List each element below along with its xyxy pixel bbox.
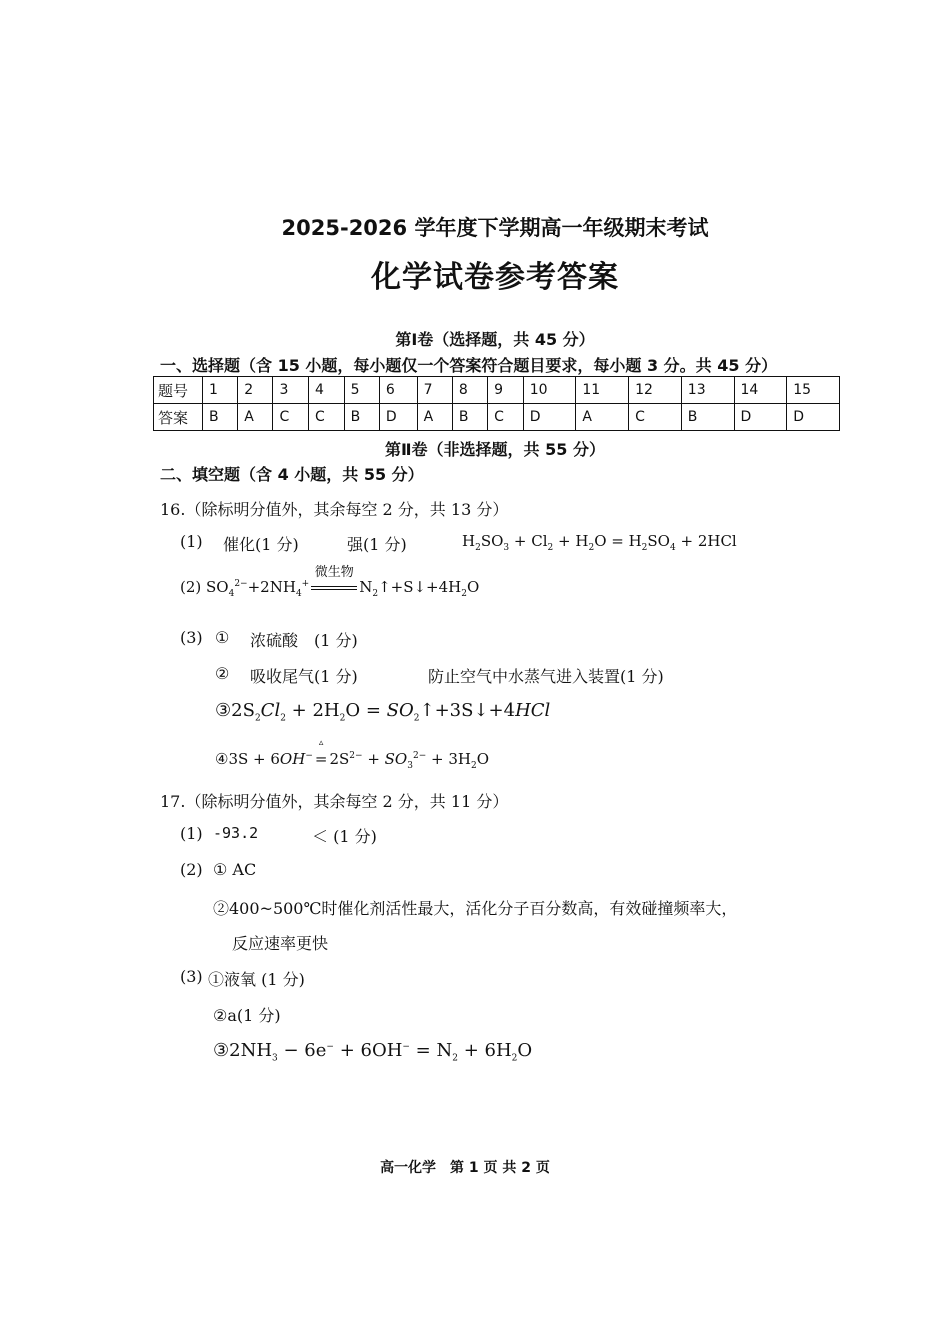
q16-part3-4-equation: ④3S + 6OH− ▵ = $2S^{2-} + SO_3^{2-} + 3H_2O$ <box>215 738 490 771</box>
answer-cell: C <box>629 404 682 431</box>
part2-heading: 二、填空题（含 4 小题，共 55 分） <box>160 465 424 484</box>
q16-part1-answer-b: 强(1 分) <box>347 535 407 554</box>
answer-cell: D <box>379 404 417 431</box>
reaction-condition: 微生物 <box>309 578 359 596</box>
q17-part2-2-answer-line1: ②400~500℃时催化剂活性最大，活化分子百分数高，有效碰撞频率大， <box>213 899 738 918</box>
q16-part1-equation: $H_2SO_3 + Cl_2 + H_2O = H_2SO_4 + 2HCl$ <box>462 532 737 553</box>
q17-part3-2-answer: ②a(1 分) <box>213 1006 281 1025</box>
question-number: 15 <box>787 377 840 404</box>
answer-cell: C <box>273 404 309 431</box>
q16-part2-equation: (2) $SO_4^{2-}+2NH_4^+$ 微生物 $N_2↑+S↓+4H_2O$ <box>180 565 480 599</box>
question-number: 8 <box>452 377 487 404</box>
question-number: 12 <box>629 377 682 404</box>
q17-part1-label: (1) <box>180 824 203 843</box>
answer-table <box>153 376 840 431</box>
answer-cell: B <box>344 404 379 431</box>
answer-cell: D <box>523 404 576 431</box>
question-number: 7 <box>417 377 452 404</box>
q16-part3-2-answer-a: 吸收尾气(1 分) <box>250 667 358 686</box>
page-footer: 高一化学 第 1 页 共 2 页 <box>380 1160 550 1176</box>
question-number: 3 <box>273 377 309 404</box>
answer-cell: A <box>576 404 629 431</box>
q17-part2-2-answer-line2: 反应速率更快 <box>232 934 329 953</box>
answer-cell: D <box>734 404 787 431</box>
q17-part3-1-answer: ①液氧 (1 分) <box>208 970 305 989</box>
question-number: 4 <box>309 377 345 404</box>
question-number: 14 <box>734 377 787 404</box>
part1-title: 第Ⅰ卷（选择题，共 45 分） <box>395 330 595 349</box>
q17-part1-answer-a: -93.2 <box>213 824 259 842</box>
q16-header: 16.（除标明分值外，其余每空 2 分，共 13 分） <box>160 500 509 519</box>
q16-part2-label: (2) <box>180 578 202 596</box>
answer-cell: C <box>488 404 524 431</box>
answer-cell: C <box>309 404 345 431</box>
table-row-numbers <box>154 377 840 404</box>
answer-key-title: 化学试卷参考答案 <box>371 260 619 295</box>
answer-cell: B <box>203 404 238 431</box>
q16-part3-3-num: ③ <box>215 700 232 721</box>
table-row-answers <box>154 404 840 431</box>
q16-part3-label: (3) <box>180 628 203 647</box>
exam-title: 2025-2026 学年度下学期高一年级期末考试 <box>281 216 709 240</box>
q16-part1-label: (1) <box>180 532 203 551</box>
q17-part2-label: (2) <box>180 860 203 879</box>
row-label-answer: 答案 <box>154 404 203 431</box>
question-number: 6 <box>379 377 417 404</box>
q16-part3-4-num: ④ <box>215 750 229 768</box>
question-number: 1 <box>203 377 238 404</box>
question-number: 2 <box>238 377 273 404</box>
heating-condition: ▵ = <box>314 738 328 768</box>
question-number: 5 <box>344 377 379 404</box>
q16-part1-answer-a: 催化(1 分) <box>223 535 299 554</box>
question-number: 9 <box>488 377 524 404</box>
answer-cell: A <box>417 404 452 431</box>
q16-part3-1-num: ① <box>215 628 230 647</box>
answer-cell: A <box>238 404 273 431</box>
part2-title: 第Ⅱ卷（非选择题，共 55 分） <box>385 440 605 459</box>
row-label-number: 题号 <box>154 377 203 404</box>
question-number: 10 <box>523 377 576 404</box>
answer-cell: B <box>452 404 487 431</box>
question-number: 13 <box>681 377 734 404</box>
q16-part3-3-equation: $③2S_2Cl_2 + 2H_2O$ = $SO_2↑+3S↓+4HCl$ <box>215 700 551 724</box>
q17-part2-1-answer: ① AC <box>213 860 257 879</box>
q16-part3-2-answer-b: 防止空气中水蒸气进入装置(1 分) <box>428 667 664 686</box>
q16-part3-2-num: ② <box>215 664 230 683</box>
q17-header: 17.（除标明分值外，其余每空 2 分，共 11 分） <box>160 792 509 811</box>
q17-part1-answer-b: ＜ (1 分) <box>312 827 377 846</box>
q16-part3-1-answer: 浓硫酸 (1 分) <box>250 631 358 650</box>
answer-cell: B <box>681 404 734 431</box>
q17-part3-3-num: ③ <box>213 1040 230 1061</box>
part1-heading: 一、选择题（含 15 小题，每小题仅一个答案符合题目要求，每小题 3 分。共 45 分） <box>160 356 778 375</box>
q17-part3-3-equation: $③2NH_3 - 6e^- + 6OH^- = N_2 + 6H_2O$ <box>213 1040 533 1064</box>
q17-part3-label: (3) <box>180 967 203 986</box>
answer-cell: D <box>787 404 840 431</box>
question-number: 11 <box>576 377 629 404</box>
